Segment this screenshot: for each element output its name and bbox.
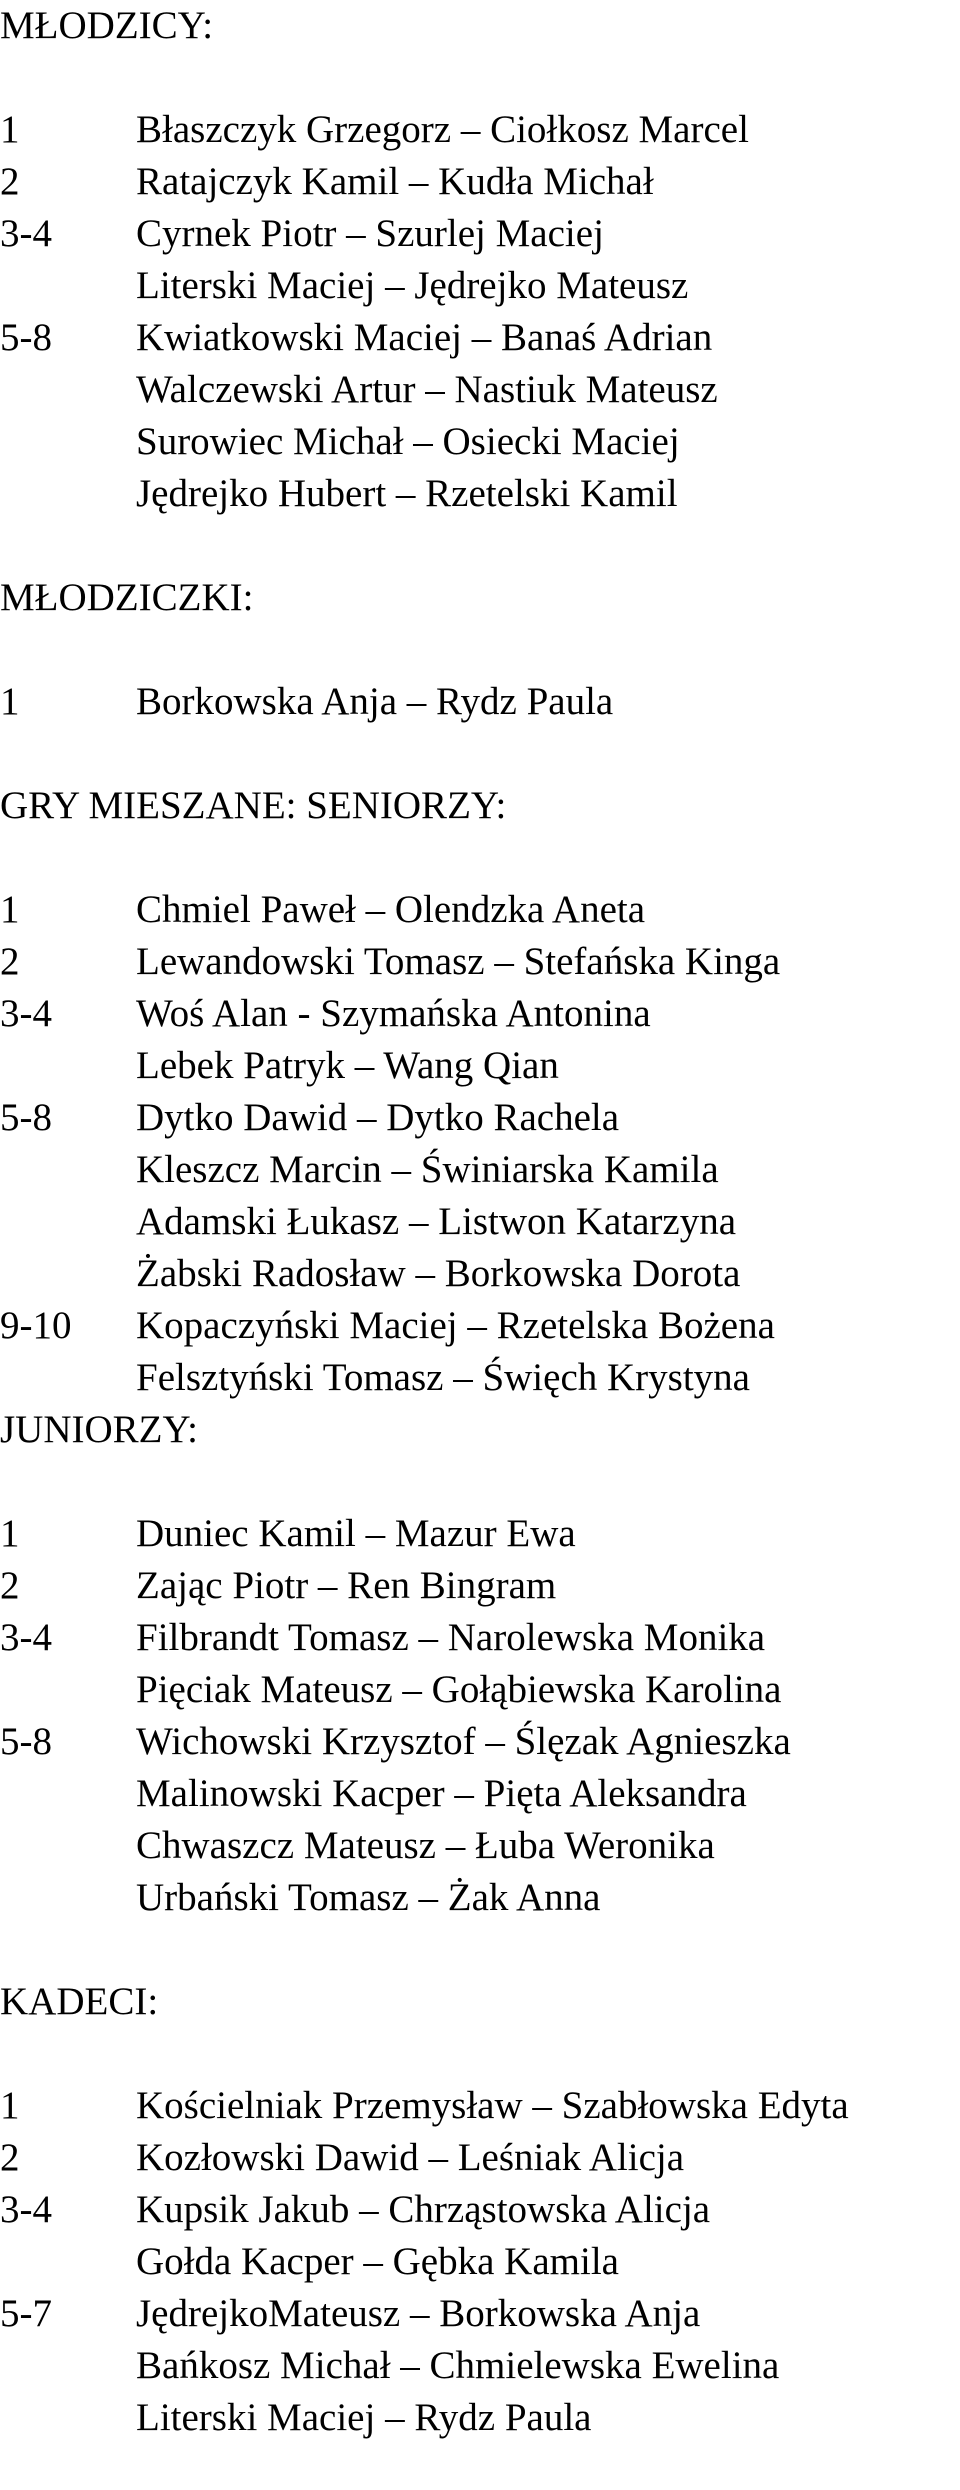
result-row <box>0 156 960 208</box>
result-row <box>0 1300 960 1352</box>
result-row <box>0 936 960 988</box>
section-title: KADECI: <box>0 1980 159 2023</box>
result-row <box>0 1248 960 1300</box>
place-label: 5-8 <box>0 316 52 359</box>
place-label: 1 <box>0 1512 20 1555</box>
result-row <box>0 1040 960 1092</box>
place-label: 1 <box>0 888 20 931</box>
pair-names: Surowiec Michał – Osiecki Maciej <box>136 420 680 463</box>
place-label: 1 <box>0 108 20 151</box>
pair-names: Pięciak Mateusz – Gołąbiewska Karolina <box>136 1668 782 1711</box>
pair-names: Żabski Radosław – Borkowska Dorota <box>136 1252 741 1295</box>
result-row <box>0 1872 960 1924</box>
result-row <box>0 260 960 312</box>
pair-names: Malinowski Kacper – Pięta Aleksandra <box>136 1772 747 1815</box>
pair-names: Chwaszcz Mateusz – Łuba Weronika <box>136 1824 715 1867</box>
result-row <box>0 1196 960 1248</box>
result-row <box>0 2340 960 2392</box>
pair-names: Kozłowski Dawid – Leśniak Alicja <box>136 2136 685 2179</box>
place-label: 3-4 <box>0 992 52 1035</box>
result-row <box>0 676 960 728</box>
pair-names: Kleszcz Marcin – Świniarska Kamila <box>136 1148 719 1191</box>
result-row <box>0 2132 960 2184</box>
pair-names: Urbański Tomasz – Żak Anna <box>136 1876 601 1919</box>
result-row <box>0 208 960 260</box>
section-title: MŁODZICZKI: <box>0 576 254 619</box>
result-row <box>0 1560 960 1612</box>
pair-names: Kwiatkowski Maciej – Banaś Adrian <box>136 316 713 359</box>
pair-names: Adamski Łukasz – Listwon Katarzyna <box>136 1200 737 1243</box>
result-row <box>0 2288 960 2340</box>
pair-names: Ratajczyk Kamil – Kudła Michał <box>136 160 654 203</box>
result-row <box>0 884 960 936</box>
pair-names: Wichowski Krzysztof – Ślęzak Agnieszka <box>136 1720 791 1763</box>
result-row <box>0 1664 960 1716</box>
pair-names: Cyrnek Piotr – Szurlej Maciej <box>136 212 604 255</box>
pair-names: Zając Piotr – Ren Bingram <box>136 1564 557 1607</box>
pair-names: Kościelniak Przemysław – Szabłowska Edyta <box>136 2084 849 2127</box>
place-label: 5-8 <box>0 1720 52 1763</box>
pair-names: JędrejkoMateusz – Borkowska Anja <box>136 2292 701 2335</box>
pair-names: Jędrejko Hubert – Rzetelski Kamil <box>136 472 678 515</box>
pair-names: Bańkosz Michał – Chmielewska Ewelina <box>136 2344 780 2387</box>
result-row <box>0 1352 960 1404</box>
result-row <box>0 104 960 156</box>
result-row <box>0 2236 960 2288</box>
pair-names: Literski Maciej – Jędrejko Mateusz <box>136 264 689 307</box>
pair-names: Borkowska Anja – Rydz Paula <box>136 680 614 723</box>
pair-names: Lebek Patryk – Wang Qian <box>136 1044 559 1087</box>
pair-names: Kopaczyński Maciej – Rzetelska Bożena <box>136 1304 775 1347</box>
result-row <box>0 468 960 520</box>
place-label: 1 <box>0 680 20 723</box>
result-row <box>0 2392 960 2444</box>
pair-names: Filbrandt Tomasz – Narolewska Monika <box>136 1616 766 1659</box>
result-row <box>0 1092 960 1144</box>
place-label: 9-10 <box>0 1304 72 1347</box>
place-label: 2 <box>0 160 20 203</box>
pair-names: Woś Alan - Szymańska Antonina <box>136 992 651 1035</box>
section-title: MŁODZICY: <box>0 4 214 47</box>
pair-names: Duniec Kamil – Mazur Ewa <box>136 1512 576 1555</box>
result-row <box>0 2080 960 2132</box>
result-row <box>0 2184 960 2236</box>
pair-names: Gołda Kacper – Gębka Kamila <box>136 2240 619 2283</box>
pair-names: Literski Maciej – Rydz Paula <box>136 2396 592 2439</box>
result-row <box>0 1768 960 1820</box>
result-row <box>0 1716 960 1768</box>
pair-names: Lewandowski Tomasz – Stefańska Kinga <box>136 940 781 983</box>
pair-names: Kupsik Jakub – Chrząstowska Alicja <box>136 2188 711 2231</box>
result-row <box>0 416 960 468</box>
result-row <box>0 988 960 1040</box>
place-label: 2 <box>0 940 20 983</box>
pair-names: Chmiel Paweł – Olendzka Aneta <box>136 888 646 931</box>
result-row <box>0 1612 960 1664</box>
pair-names: Błaszczyk Grzegorz – Ciołkosz Marcel <box>136 108 749 151</box>
place-label: 3-4 <box>0 2188 52 2231</box>
place-label: 3-4 <box>0 1616 52 1659</box>
section-title: JUNIORZY: <box>0 1408 198 1451</box>
result-row <box>0 1820 960 1872</box>
place-label: 1 <box>0 2084 20 2127</box>
pair-names: Felsztyński Tomasz – Święch Krystyna <box>136 1356 750 1399</box>
result-row <box>0 364 960 416</box>
result-row <box>0 1144 960 1196</box>
place-label: 3-4 <box>0 212 52 255</box>
pair-names: Walczewski Artur – Nastiuk Mateusz <box>136 368 718 411</box>
place-label: 5-7 <box>0 2292 52 2335</box>
pair-names: Dytko Dawid – Dytko Rachela <box>136 1096 620 1139</box>
place-label: 5-8 <box>0 1096 52 1139</box>
result-row <box>0 1508 960 1560</box>
result-row <box>0 312 960 364</box>
section-title: GRY MIESZANE: SENIORZY: <box>0 784 507 827</box>
place-label: 2 <box>0 2136 20 2179</box>
place-label: 2 <box>0 1564 20 1607</box>
